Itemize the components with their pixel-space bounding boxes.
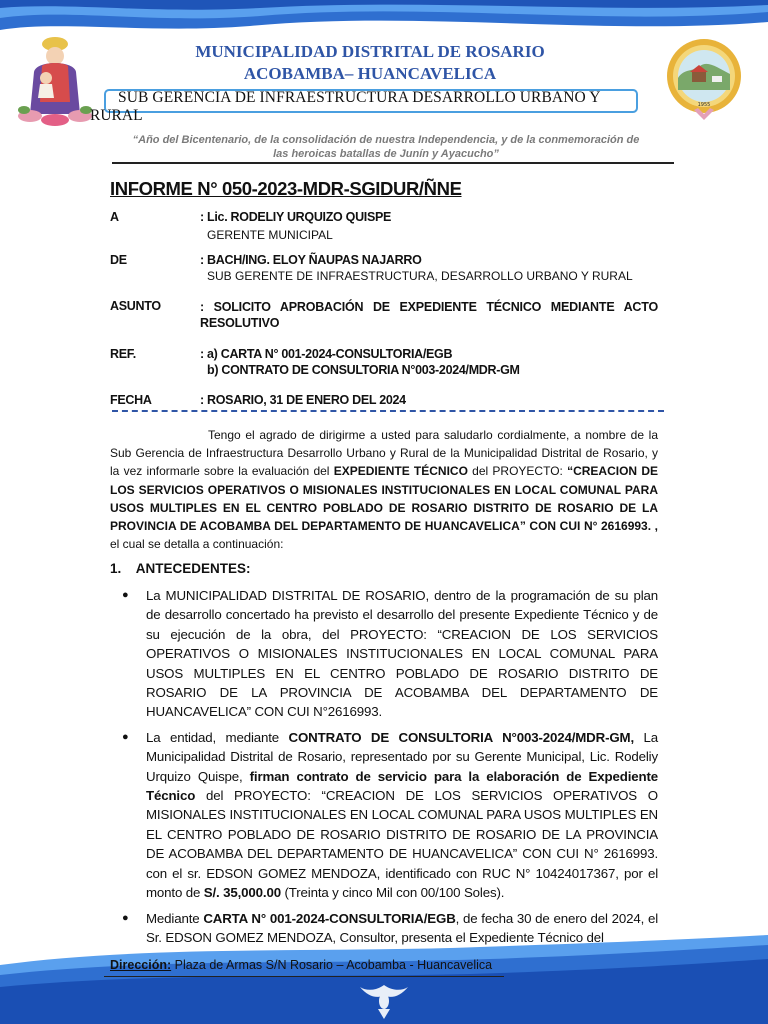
list-item (122, 728, 658, 903)
intro-text-1: Tengo el agrado de dirigirme a usted para saludarlo cordialmente, a nombre de la Sub Gerencia de Infraestructura Desarrollo Urbano y Rural de la Municipalidad Distrital de Rosario, y la vez informarle sobre la evaluación del (110, 428, 658, 479)
bullet-text: La MUNICIPALIDAD DISTRITAL DE ROSARIO, dentro de la programación de su plan de desarrollo concertado ha previsto el desarrollo del presente Expediente Técnico y de su ejecución de la obra, del PROYECTO: “CREACION DE LOS SERVICIOS OPERATIVOS O MISIONALES INSTITUCIONALES EN LOCAL COMUNAL PARA USOS MULTIPLES EN EL CENTRO POBLADO DE ROSARIO DISTRITO DE ROSARIO DE LA PROVINCIA DE ACOBAMBA DEL DEPARTAMENTO DE HUANCAVELICA” CON CUI N°2616993. (146, 588, 658, 720)
footer-wave-band (0, 935, 768, 1024)
year-motto-line2: las heroicas batallas de Junín y Ayacucho” (273, 148, 499, 160)
header-divider (112, 162, 674, 164)
seal-year: 1955 (697, 102, 711, 108)
bullet-bold: CONTRATO DE CONSULTORIA N°003-2024/MDR-GM, (288, 729, 635, 745)
footer-address (110, 958, 492, 972)
bullet-text: del PROYECTO: “CREACION DE LOS SERVICIOS OPERATIVOS O MISIONALES INSTITUCIONALES EN LOCAL COMUNAL PARA USOS MULTIPLES EN EL CENTRO POBLADO DE ROSARIO DISTRITO DE ROSARIO DE LA PROVINCIA DE ACOBAMBA DEL DEPARTAMENTO DE HUANCAVELICA” CON CUI N° 2616993. con el sr. EDSON GOMEZ MENDOZA, identificado con RUC N° 10424017367, por el monto de (146, 788, 658, 901)
address-value: Plaza de Armas S/N Rosario – Acobamba - Huancavelica (171, 958, 493, 972)
subgerencia-title-cont: RURAL (90, 107, 143, 124)
from-label: DE (110, 253, 127, 267)
informe-title: INFORME N° 050-2023-MDR-SGIDUR/ÑNE (110, 178, 462, 199)
dashed-divider (112, 410, 664, 412)
bullet-icon: ● (122, 589, 129, 601)
bullet-text: La Municipalidad Distrital de Rosario, representado por su Gerente Municipal, Lic. Rodeliy Urquizo Quispe, (146, 729, 658, 784)
ref-b: b) CONTRATO DE CONSULTORIA N°003-2024/MDR-GM (207, 363, 520, 377)
municipality-location: ACOBAMBA– HUANCAVELICA (243, 64, 497, 83)
intro-bold-1: EXPEDIENTE TÉCNICO (333, 464, 468, 479)
to-role: GERENTE MUNICIPAL (207, 228, 333, 242)
section-heading-antecedentes: 1. ANTECEDENTES: (110, 561, 251, 576)
year-motto-line1: “Año del Bicentenario, de la consolidación de nuestra Independencia, y de la conmemoración de (132, 134, 640, 146)
subgerencia-title: SUB GERENCIA DE INFRAESTRUCTURA DESARROLLO URBANO Y (118, 89, 601, 106)
footer-address-rule (104, 976, 504, 977)
bullet-icon: ● (122, 911, 129, 924)
bullet-text: , de fecha 30 de enero del 2024, el Sr. EDSON GOMEZ MENDOZA, Consultor, presenta el Expediente Técnico del (146, 910, 658, 945)
intro-text-2: del PROYECTO: (467, 464, 568, 479)
intro-bold-2: “CREACION DE LOS SERVICIOS OPERATIVOS O MISIONALES INSTITUCIONALES EN LOCAL COMUNAL PARA USOS MULTIPLES EN EL CENTRO POBLADO DE ROSARIO DISTRITO DE ROSARIO DE LA PROVINCIA DE ACOBAMBA DEL DEPARTAMENTO DE HUANCAVELICA” CON CUI N° 2616993. , (110, 464, 658, 534)
intro-text-3: el cual se detalla a continuación: (110, 537, 284, 552)
to-label: A (110, 210, 119, 224)
date-label: FECHA (110, 393, 152, 407)
from-value: : BACH/ING. ELOY ÑAUPAS NAJARRO (200, 253, 422, 267)
date-value: : ROSARIO, 31 DE ENERO DEL 2024 (200, 393, 406, 407)
header-wave-band (0, 0, 768, 40)
subject-value: : SOLICITO APROBACIÓN DE EXPEDIENTE TÉCNICO MEDIANTE ACTO RESOLUTIVO (200, 300, 658, 330)
bullet-bold: CARTA N° 001-2024-CONSULTORIA/EGB (203, 910, 456, 926)
subject-label: ASUNTO (110, 299, 161, 313)
intro-paragraph (110, 426, 658, 553)
bullet-text: La entidad, mediante (146, 729, 289, 745)
from-role: SUB GERENTE DE INFRAESTRUCTURA, DESARROLLO URBANO Y RURAL (207, 269, 633, 283)
bullet-bold: S/. 35,000.00 (203, 885, 281, 901)
municipality-title: MUNICIPALIDAD DISTRITAL DE ROSARIO (195, 42, 545, 61)
year-motto (110, 133, 662, 161)
bullet-text: Mediante (146, 910, 204, 926)
antecedentes-list (122, 586, 658, 953)
bullet-bold: firman contrato de servicio para la elaboración de Expediente Técnico (146, 768, 658, 804)
list-item (122, 586, 658, 722)
address-label: Dirección: (110, 958, 172, 972)
ref-a: : a) CARTA N° 001-2024-CONSULTORIA/EGB (200, 347, 453, 361)
bullet-text: (Treinta y cinco Mil con 00/100 Soles). (280, 885, 505, 901)
virgin-logo (14, 32, 96, 130)
to-value: : Lic. RODELIY URQUIZO QUISPE (200, 210, 392, 224)
ref-label: REF. (110, 347, 136, 361)
municipal-seal (664, 38, 744, 124)
bullet-icon: ● (122, 730, 129, 743)
